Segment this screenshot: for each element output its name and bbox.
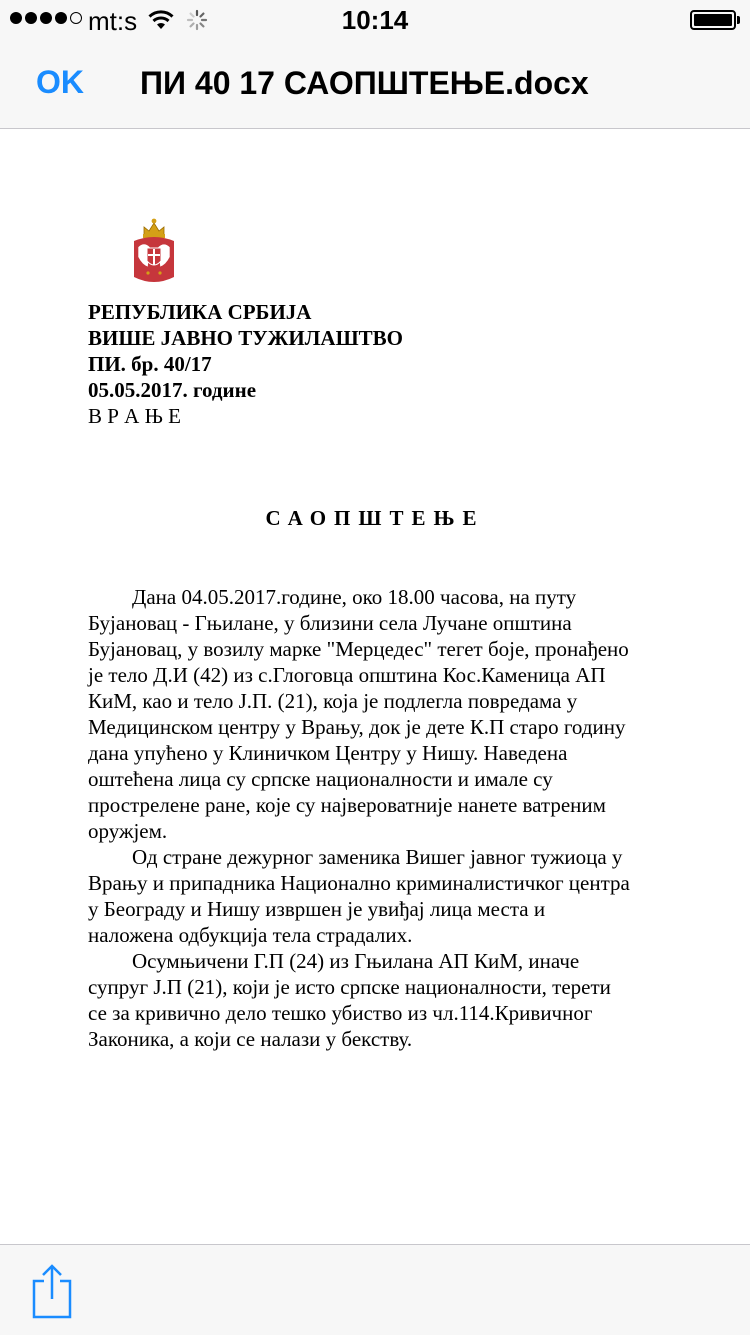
text-line: прострелене ране, које су највероватније нанете ватреним [88,793,606,817]
announcement-title: САОПШТЕЊЕ [265,506,485,530]
text-line: Дана 04.05.2017.године, око 18.00 часова, на путу [132,585,577,609]
header-city: В Р А Њ Е [88,404,181,428]
done-button[interactable]: OK [36,64,84,100]
coat-of-arms-icon [130,217,178,287]
battery-tip [737,16,740,24]
carrier-name: mt:s [88,6,138,36]
navigation-bar [0,40,750,129]
text-line: Бујановац, у возилу марке "Мерцедес" тегет боје, пронађено [88,637,629,661]
text-line: Медицинском центру у Врању, док је дете К.П старо годину [88,715,626,739]
status-bar [0,0,750,40]
text-line: дана упућено у Клиничком Центру у Нишу. Наведена [88,741,568,765]
text-line: Бујановац - Гњилане, у близини села Лучане општина [88,611,572,635]
document-title: ПИ 40 17 САОПШТЕЊЕ.docx [140,65,589,101]
text-line: се за кривично дело тешко убиство из чл.114.Кривичног [88,1001,593,1025]
paragraph [88,584,678,844]
text-line: је тело Д.И (42) из с.Глоговца општина Кос.Каменица АП [88,663,606,687]
header-republic: РЕПУБЛИКА СРБИЈА [88,300,312,324]
paragraph [88,948,678,1052]
announcement-body [88,584,678,1052]
header-date: 05.05.2017. године [88,378,257,402]
text-line: Законика, а који се налази у бекству. [88,1027,413,1051]
text-line: КиМ, као и тело Ј.П. (21), која је подлегла повредама у [88,689,578,713]
text-line: оружјем. [88,819,168,843]
paragraph [88,844,678,948]
text-line: супруг Ј.П (21), који је исто српске националности, терети [88,975,611,999]
text-line: у Београду и Нишу извршен је увиђај лица места и [88,897,546,921]
status-time: 10:14 [341,5,409,35]
document-view[interactable] [0,129,750,1244]
header-prosecutor-office: ВИШЕ ЈАВНО ТУЖИЛАШТВО [88,326,403,350]
header-case-number: ПИ. бр. 40/17 [88,352,212,376]
battery-icon [690,10,736,30]
text-line: оштећена лица су српске националности и имале су [88,767,553,791]
battery-level [694,14,732,26]
text-line: Врању и припадника Национално криминалистичког центра [88,871,630,895]
text-line: наложена одбукција тела страдалих. [88,923,413,947]
document-header [88,299,403,429]
text-line: Осумњичени Г.П (24) из Гњилана АП КиМ, иначе [132,949,580,973]
share-icon[interactable] [30,1263,74,1319]
text-line: Од стране дежурног заменика Вишег јавног тужиоца у [132,845,623,869]
bottom-toolbar [0,1244,750,1335]
